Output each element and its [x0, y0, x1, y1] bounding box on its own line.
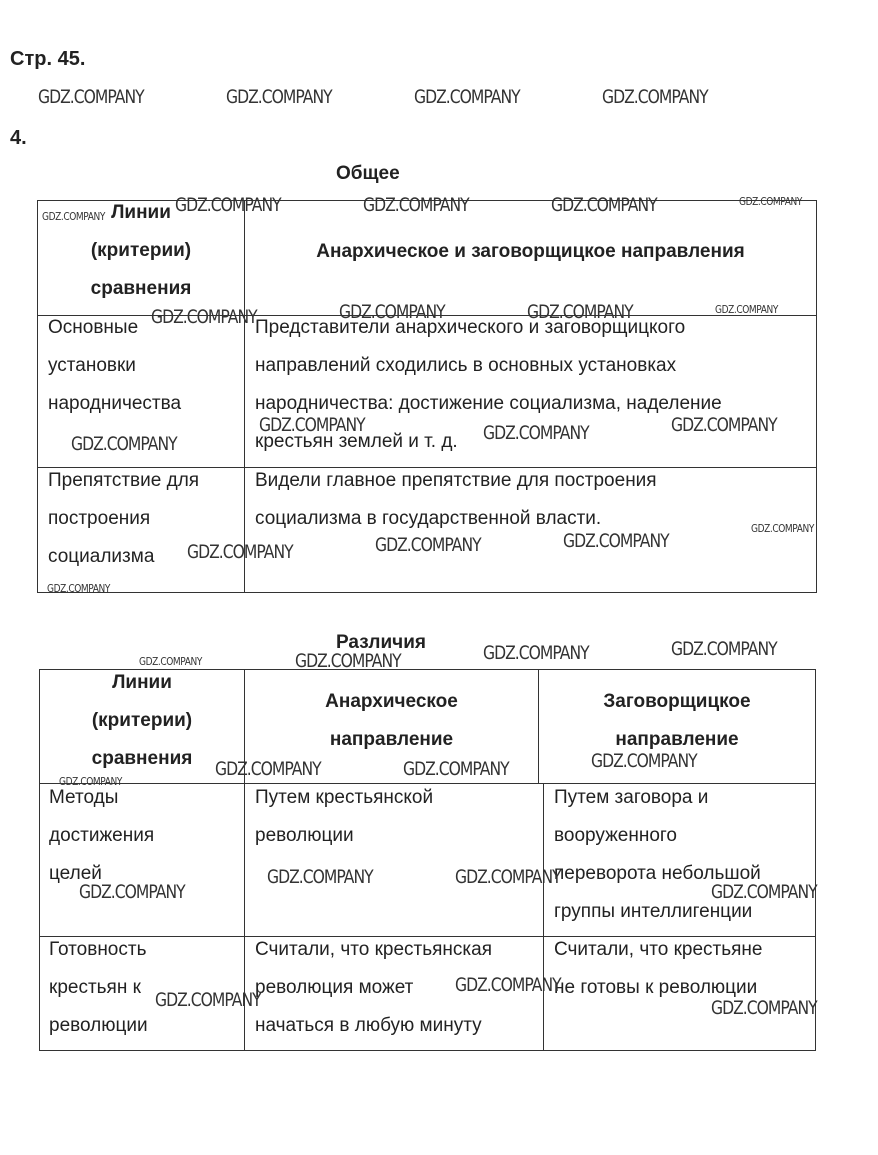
watermark: GDZ.COMPANY — [739, 195, 802, 208]
watermark: GDZ.COMPANY — [215, 758, 321, 780]
table1-criteria-header: Линии (критерии) сравнения — [90, 202, 192, 299]
table1-title: Общее — [336, 163, 400, 184]
watermark: GDZ.COMPANY — [259, 414, 365, 436]
watermark: GDZ.COMPANY — [71, 433, 177, 455]
watermark: GDZ.COMPANY — [47, 582, 110, 595]
table1-row1-criterion: Основные установки народничества — [48, 317, 182, 414]
watermark: GDZ.COMPANY — [551, 194, 657, 216]
table1-row1-content: Представители анархического и заговорщицкого направлений сходились в основных установках народничества: достижение социализма, наделение крестьян землей и т. д. — [255, 317, 722, 452]
watermark: GDZ.COMPANY — [267, 866, 373, 888]
watermark: GDZ.COMPANY — [711, 881, 817, 903]
watermark: GDZ.COMPANY — [711, 997, 817, 1019]
table1-directions-header: Анархическое и заговорщицкое направления — [316, 241, 745, 262]
page-reference: Стр. 45. — [10, 48, 86, 70]
watermark: GDZ.COMPANY — [602, 86, 708, 108]
watermark: GDZ.COMPANY — [151, 306, 257, 328]
watermark: GDZ.COMPANY — [38, 86, 144, 108]
table2-row1-conspiratorial: Путем заговора и вооруженного переворота небольшой группы интеллигенции — [554, 787, 761, 922]
watermark: GDZ.COMPANY — [751, 522, 814, 535]
table2-row2-criterion: Готовность крестьян к революции — [49, 939, 148, 1036]
watermark: GDZ.COMPANY — [363, 194, 469, 216]
table2-criteria-header: Линии (критерии) сравнения — [91, 672, 193, 769]
watermark: GDZ.COMPANY — [591, 750, 697, 772]
watermark: GDZ.COMPANY — [483, 422, 589, 444]
watermark: GDZ.COMPANY — [671, 414, 777, 436]
watermark: GDZ.COMPANY — [339, 301, 445, 323]
watermark: GDZ.COMPANY — [226, 86, 332, 108]
watermark: GDZ.COMPANY — [403, 758, 509, 780]
watermark: GDZ.COMPANY — [563, 530, 669, 552]
table1-row2-content: Видели главное препятствие для построения социализма в государственной власти. — [255, 470, 657, 529]
watermark: GDZ.COMPANY — [139, 655, 202, 668]
table2-row2-anarchic: Считали, что крестьянская революция может начаться в любую минуту — [255, 939, 492, 1036]
watermark: GDZ.COMPANY — [59, 775, 122, 788]
watermark: GDZ.COMPANY — [295, 650, 401, 672]
watermark: GDZ.COMPANY — [527, 301, 633, 323]
watermark: GDZ.COMPANY — [375, 534, 481, 556]
table1-row2-criterion: Препятствие для построения социализма — [48, 470, 200, 567]
table2-row2-conspiratorial: Считали, что крестьяне не готовы к революции — [554, 939, 763, 998]
watermark: GDZ.COMPANY — [79, 881, 185, 903]
watermark: GDZ.COMPANY — [42, 210, 105, 223]
watermark: GDZ.COMPANY — [483, 642, 589, 664]
watermark: GDZ.COMPANY — [187, 541, 293, 563]
table2-conspiratorial-header: Заговорщицкое направление — [603, 691, 751, 750]
watermark: GDZ.COMPANY — [414, 86, 520, 108]
table2-row1-anarchic: Путем крестьянской революции — [255, 787, 434, 846]
watermark: GDZ.COMPANY — [155, 989, 261, 1011]
table2-row1-criterion: Методы достижения целей — [49, 787, 155, 884]
table2-anarchic-header: Анархическое направление — [325, 691, 458, 750]
watermark: GDZ.COMPANY — [175, 194, 281, 216]
watermark: GDZ.COMPANY — [455, 866, 561, 888]
watermark: GDZ.COMPANY — [455, 974, 561, 996]
table2-title: Различия — [336, 632, 426, 653]
watermark: GDZ.COMPANY — [671, 638, 777, 660]
task-number: 4. — [10, 127, 27, 149]
watermark: GDZ.COMPANY — [715, 303, 778, 316]
